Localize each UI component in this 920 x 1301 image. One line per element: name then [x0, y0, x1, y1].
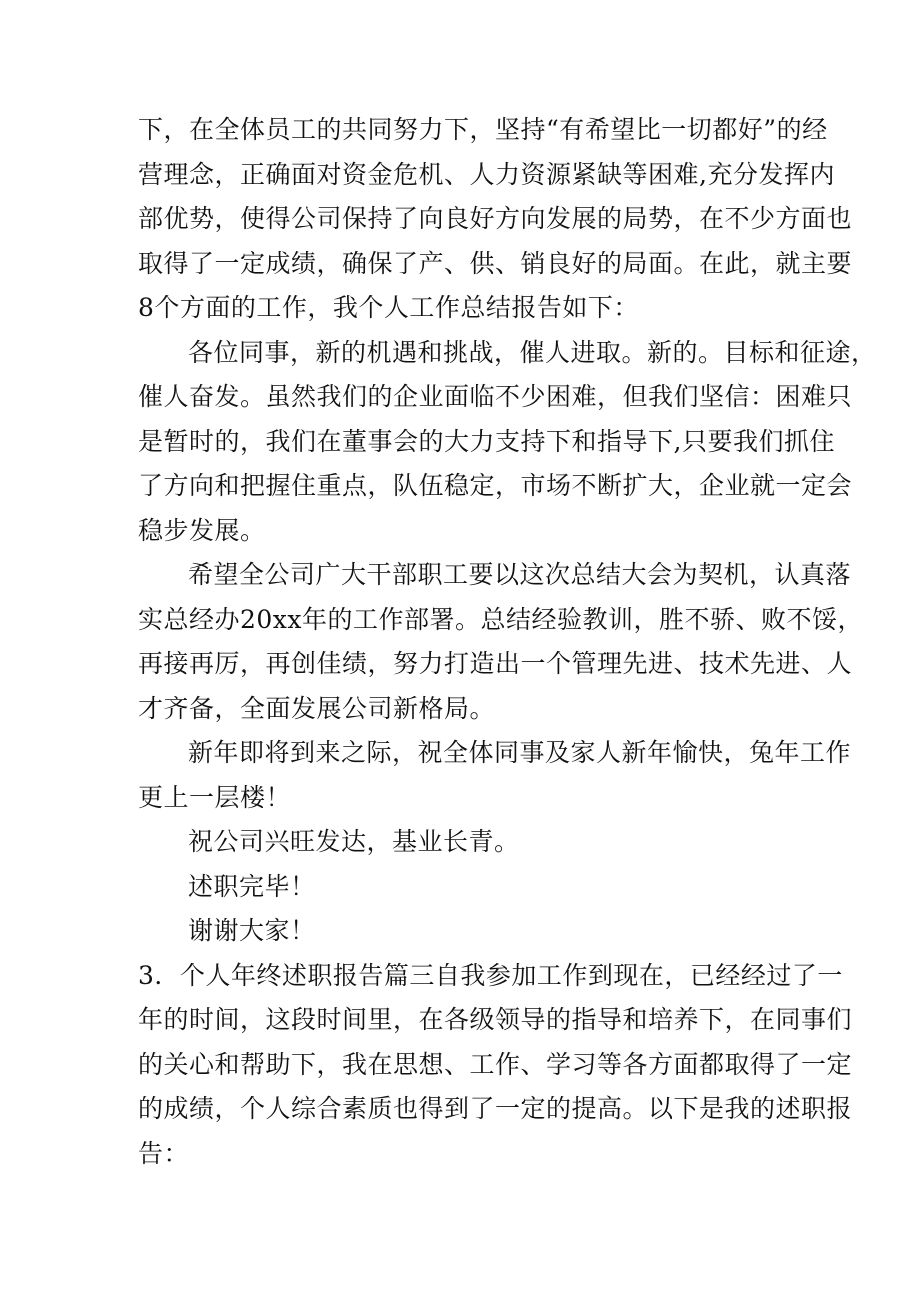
text-line: 下，在全体员工的共同努力下，坚持“有希望比一切都好”的经 — [138, 115, 828, 144]
text-line: 实总经办20xx年的工作部署。总结经验教训，胜不骄、败不馁， — [138, 604, 864, 634]
text-line: 8个方面的工作，我个人工作总结报告如下： — [138, 293, 639, 322]
text-line: 的成绩，个人综合素质也得到了一定的提高。以下是我的述职报 — [138, 1094, 853, 1123]
text-line: 谢谢大家！ — [188, 916, 316, 945]
text-line: 催人奋发。虽然我们的企业面临不少困难，但我们坚信：困难只 — [138, 382, 853, 411]
text-line: 3．个人年终述职报告篇三自我参加工作到现在，已经经过了一 — [138, 960, 843, 990]
text-line: 的关心和帮助下，我在思想、工作、学习等各方面都取得了一定 — [138, 1049, 853, 1079]
text-line: 更上一层楼！ — [138, 782, 292, 812]
text-line: 是暂时的，我们在董事会的大力支持下和指导下,只要我们抓住 — [138, 426, 835, 456]
text-line: 新年即将到来之际，祝全体同事及家人新年愉快，兔年工作 — [188, 738, 852, 767]
text-line: 才齐备，全面发展公司新格局。 — [138, 693, 496, 723]
text-line: 营理念，正确面对资金危机、人力资源紧缺等困难,充分发挥内 — [138, 159, 835, 189]
text-line: 年的时间，这段时间里，在各级领导的指导和培养下，在同事们 — [138, 1005, 853, 1034]
text-line: 稳步发展。 — [138, 515, 266, 545]
text-line: 取得了一定成绩，确保了产、供、销良好的局面。在此，就主要 — [138, 248, 853, 278]
text-line: 了方向和把握住重点，队伍稳定，市场不断扩大，企业就一定会 — [138, 471, 853, 500]
document-body — [138, 108, 877, 1176]
text-line: 述职完毕！ — [188, 871, 316, 901]
text-line: 祝公司兴旺发达，基业长青。 — [188, 827, 520, 856]
text-line: 再接再厉，再创佳绩，努力打造出一个管理先进、技术先进、人 — [138, 649, 853, 678]
text-line: 部优势，使得公司保持了向良好方向发展的局势，在不少方面也 — [138, 204, 853, 233]
text-line: 希望全公司广大干部职工要以这次总结大会为契机，认真落 — [188, 560, 852, 589]
text-line: 告： — [138, 1138, 190, 1168]
text-line: 各位同事，新的机遇和挑战，催人进取。新的。目标和征途， — [188, 337, 877, 367]
